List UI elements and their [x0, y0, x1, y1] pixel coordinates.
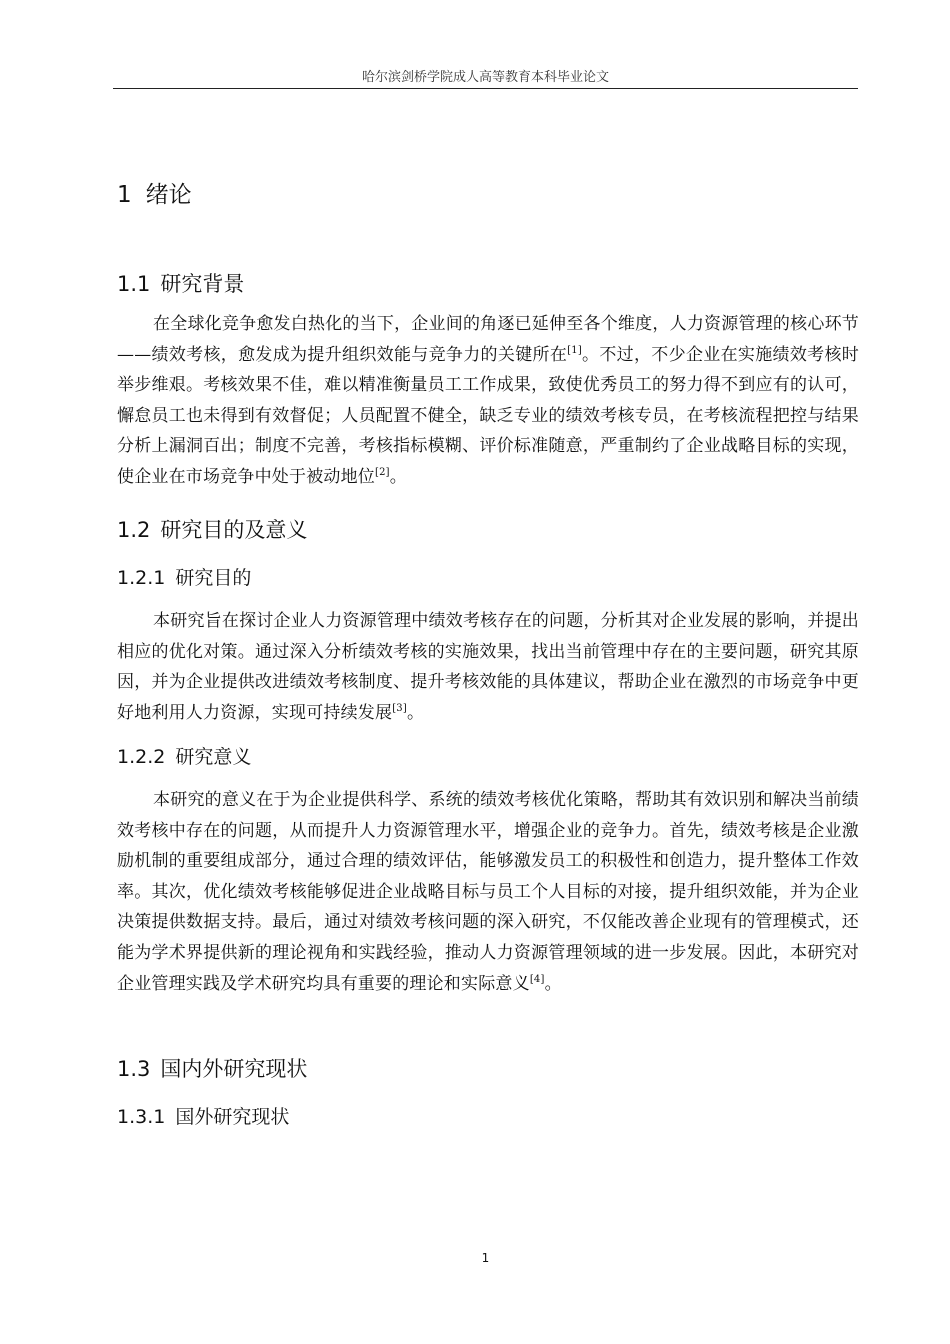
running-header: 哈尔滨剑桥学院成人高等教育本科毕业论文: [361, 70, 609, 85]
citation-1: [1]: [567, 344, 582, 356]
section-heading-1-3: [117, 1053, 307, 1083]
section-number: 1.1: [117, 272, 151, 296]
paragraph-research-background: 在全球化竞争愈发白热化的当下，企业间的角逐已延伸至各个维度，人力资源管理的核心环节——绩效考核，愈发成为提升组织效能与竞争力的关键所在[1]。不过，不少企业在实施绩效考核时举步维艰。考核效果不佳，难以精准衡量员工工作成果，致使优秀员工的努力得不到应有的认可，懈怠员工也未得到有效督促；人员配置不健全，缺乏专业的绩效考核专员，在考核流程把控与结果分析上漏洞百出；制度不完善，考核指标模糊、评价标准随意，严重制约了企业战略目标的实现，使企业在市场竞争中处于被动地位[2]。: [117, 314, 860, 487]
subsection-title: 研究目的: [175, 567, 252, 589]
subsection-heading-1-2-2: [117, 742, 251, 769]
subsection-number: 1.3.1: [117, 1106, 166, 1128]
section-number: 1.3: [117, 1057, 151, 1081]
section-number: 1.2: [117, 518, 151, 542]
subsection-title: 国外研究现状: [175, 1106, 290, 1128]
subsection-heading-1-3-1: [117, 1102, 289, 1129]
section-heading-1-1: [117, 268, 244, 298]
chapter-title: 绪论: [145, 182, 192, 208]
subsection-heading-1-2-1: [117, 563, 251, 590]
section-heading-1-2: [117, 514, 307, 544]
header-rule: [113, 88, 858, 89]
section-title: 研究背景: [160, 272, 245, 296]
paragraph-research-significance: 本研究的意义在于为企业提供科学、系统的绩效考核优化策略，帮助其有效识别和解决当前绩效考核中存在的问题，从而提升人力资源管理水平，增强企业的竞争力。首先，绩效考核是企业激励机制的重要组成部分，通过合理的绩效评估，能够激发员工的积极性和创造力，提升整体工作效率。其次，优化绩效考核能够促进企业战略目标与员工个人目标的对接，提升组织效能，并为企业决策提供数据支持。最后，通过对绩效考核问题的深入研究，不仅能改善企业现有的管理模式，还能为学术界提供新的理论视角和实践经验，推动人力资源管理领域的进一步发展。因此，本研究对企业管理实践及学术研究均具有重要的理论和实际意义[4]。: [117, 790, 859, 994]
section-title: 研究目的及意义: [160, 518, 308, 542]
citation-4: [4]: [529, 973, 545, 985]
citation-2: [2]: [375, 466, 390, 478]
subsection-number: 1.2.1: [117, 567, 166, 589]
chapter-number: 1: [117, 182, 132, 208]
paragraph-research-purpose: 本研究旨在探讨企业人力资源管理中绩效考核存在的问题，分析其对企业发展的影响，并提出相应的优化对策。通过深入分析绩效考核的实施效果，找出当前管理中存在的主要问题，研究其原因，并为企业提供改进绩效考核制度、提升考核效能的具体建议，帮助企业在激烈的市场竞争中更好地利用人力资源，实现可持续发展[3]。: [117, 611, 859, 723]
subsection-number: 1.2.2: [117, 746, 166, 768]
citation-3: [3]: [392, 702, 407, 714]
page-number: 1: [481, 1251, 490, 1265]
section-title: 国内外研究现状: [160, 1057, 308, 1081]
subsection-title: 研究意义: [175, 746, 252, 768]
chapter-heading: [117, 176, 192, 209]
